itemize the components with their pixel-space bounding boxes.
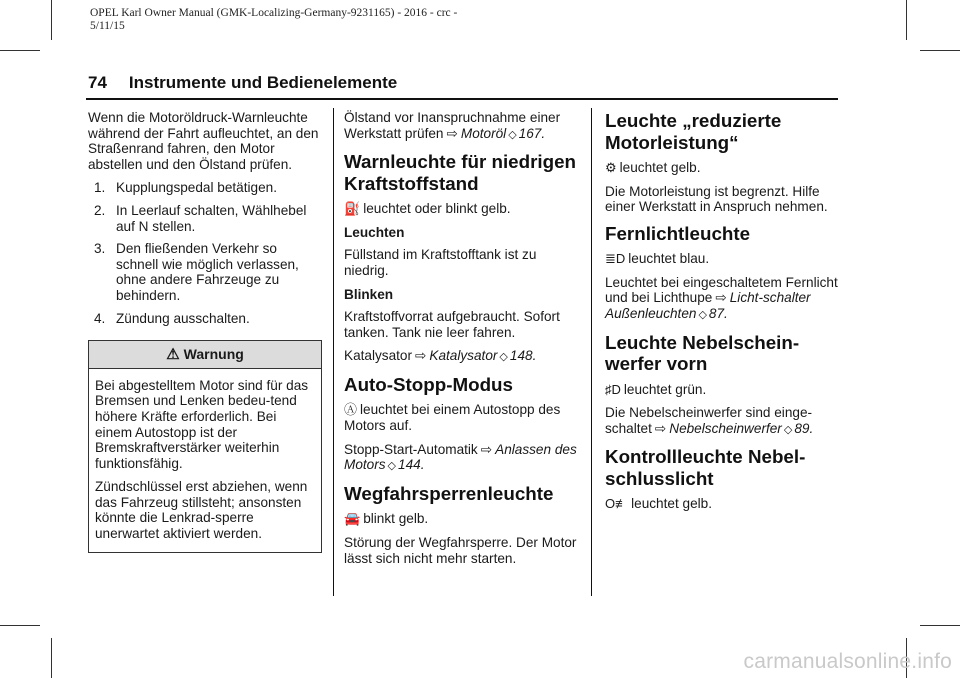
steps-list [88, 180, 322, 326]
list-item [88, 241, 322, 303]
step-text: In Leerlauf schalten, Wählhebel auf N stellen. [116, 202, 307, 234]
step-number: 4. [94, 310, 106, 326]
page-reference[interactable]: 167 [518, 125, 542, 141]
front-fog-light-icon: ♯D [605, 381, 621, 397]
reduced-power-heading: Leuchte „reduzierte Motorleistung“ [605, 110, 782, 153]
warning-icon: ⚠ [166, 346, 180, 364]
catalyst-reference: Katalysator ⇨ Katalysator ◇ 148. [344, 348, 537, 364]
reduced-power-text: Die Motorleistung ist begrenzt. Hilfe einer Werkstatt in Anspruch nehmen. [605, 183, 828, 215]
front-fog-heading: Leuchte Nebelschein-werfer vorn [605, 331, 800, 375]
front-fog-text: Die Nebelscheinwerfer sind einge-schaltet [605, 405, 813, 436]
page-heading [88, 73, 397, 93]
arrow-icon: ⇨ [480, 441, 493, 457]
heading-rule [86, 98, 838, 100]
cross-reference-link[interactable]: Licht-schalter Außenleuchten [605, 290, 811, 322]
reduced-power-indicator-text: leuchtet gelb. [619, 160, 701, 175]
cross-reference-link[interactable]: Katalysator [429, 348, 498, 364]
page-marker-icon: ◇ [387, 460, 397, 473]
front-fog-indicator-line [605, 382, 841, 398]
step-number: 3. [94, 241, 106, 257]
oil-check-text: Ölstand vor Inanspruchnahme einer Werkstatt prüfen ⇨ Motoröl ◇ 167. [344, 110, 561, 141]
list-item [88, 180, 322, 196]
page-marker-icon: ◇ [508, 128, 517, 141]
oil-pressure-intro: Wenn die Motoröldruck-Warnleuchte während der Fahrt aufleuchtet, an den Straßenrand fahren, den Motor abstellen und den Ölstand prüfen. [88, 110, 319, 172]
immobilizer-heading: Wegfahrsperrenleuchte [344, 482, 554, 504]
print-header-line2: 5/11/15 [90, 20, 125, 32]
print-header-line1: OPEL Karl Owner Manual (GMK-Localizing-Germany-9231165) - 2016 - crc - [90, 7, 458, 19]
page-reference[interactable]: 87 [708, 306, 725, 322]
page-reference[interactable]: 144 [398, 457, 421, 473]
reduced-power-indicator-line [605, 160, 841, 176]
immobilizer-indicator-line [344, 511, 580, 527]
oil-check-body: Ölstand vor Inanspruchnahme einer Werkstatt prüfen [344, 110, 561, 141]
page-title: Instrumente und Bedienelemente [128, 73, 398, 92]
print-header [90, 7, 510, 33]
crop-mark [0, 625, 40, 626]
arrow-icon: ⇨ [715, 290, 727, 306]
column-1 [88, 110, 322, 553]
column-separator [333, 108, 334, 596]
fuel-warning-heading: Warnleuchte für niedrigen Kraftstoffstand [344, 151, 577, 194]
fuel-indicator-line [344, 201, 580, 217]
step-text: Kupplungspedal betätigen. [116, 180, 277, 196]
crop-mark [51, 638, 52, 678]
fuel-lit-text: Füllstand im Kraftstofftank ist zu niedrig. [344, 247, 537, 278]
high-beam-indicator-text: leuchtet blau. [628, 251, 710, 267]
page-marker-icon: ◇ [698, 309, 707, 322]
page-number: 74 [88, 73, 107, 92]
crop-mark [920, 50, 960, 51]
autostop-text: leuchtet bei einem Autostopp des Motors auf. [344, 402, 561, 434]
arrow-icon: ⇨ [446, 125, 458, 141]
column-3 [605, 110, 841, 520]
page-marker-icon: ◇ [783, 423, 793, 436]
immobilizer-indicator-text: blinkt gelb. [363, 511, 429, 527]
page-reference[interactable]: 148 [509, 348, 533, 364]
list-item [88, 203, 322, 234]
cross-reference-link[interactable]: Anlassen des Motors [344, 441, 577, 473]
fuel-blink-label: Blinken [344, 286, 394, 302]
column-separator [591, 108, 592, 596]
arrow-icon: ⇨ [654, 420, 667, 436]
high-beam-reference: Leuchtet bei eingeschaltetem Fernlicht und bei Lichthupe ⇨ Licht-schalter Außenleuchten ◇ 87. [605, 274, 838, 322]
watermark: carmanualsonline.info [743, 650, 952, 673]
autostop-reference: Stopp-Start-Automatik ⇨ Anlassen des Motors ◇ 144. [344, 441, 577, 473]
step-number: 2. [94, 202, 106, 218]
cross-reference-link[interactable]: Motoröl [460, 125, 507, 141]
step-text: Den fließenden Verkehr so schnell wie möglich verlassen, ohne andere Fahrzeuge zu behindern. [116, 241, 299, 303]
autostop-ref-text: Stopp-Start-Automatik [344, 441, 478, 457]
high-beam-text: Leuchtet bei eingeschaltetem Fernlicht und bei Lichthupe [605, 274, 838, 306]
warning-body [89, 369, 321, 552]
list-item [88, 311, 322, 327]
fuel-pump-icon: ⛽ [344, 201, 361, 217]
rear-fog-indicator-text: leuchtet gelb. [631, 496, 712, 512]
crop-mark [920, 625, 960, 626]
crop-mark [0, 50, 40, 51]
high-beam-heading: Fernlichtleuchte [605, 222, 751, 244]
warning-paragraph: Zündschlüssel erst abziehen, wenn das Fahrzeug stillsteht; ansonsten könnte die Lenkrad-sperre unerwartet aktiviert werden. [95, 479, 308, 542]
warning-paragraph: Bei abgestelltem Motor sind für das Bremsen und Lenken bedeu-tend höhere Kräfte erforderlich. Bei einem Autostopp ist der Bremskraftverstärker weiterhin funktionsfähig. [95, 377, 309, 471]
catalyst-text: Katalysator [344, 348, 413, 364]
high-beam-icon: ≣D [605, 251, 626, 267]
autostop-a-icon: Ⓐ [344, 402, 358, 418]
immobilizer-text: Störung der Wegfahrsperre. Der Motor lässt sich nicht mehr starten. [344, 534, 577, 566]
warning-title-text: Warnung [183, 346, 244, 363]
front-fog-indicator-text: leuchtet grün. [623, 381, 707, 397]
column-2 [344, 110, 580, 574]
rear-fog-heading: Kontrollleuchte Nebel-schlusslicht [605, 446, 806, 489]
page-marker-icon: ◇ [499, 351, 508, 364]
autostop-heading: Auto-Stopp-Modus [344, 373, 513, 395]
fuel-blink-text: Kraftstoffvorrat aufgebraucht. Sofort tanken. Tank nie leer fahren. [344, 309, 560, 340]
high-beam-indicator-line [605, 251, 841, 267]
warning-title [89, 341, 321, 369]
arrow-icon: ⇨ [415, 348, 427, 364]
autostop-indicator-line [344, 402, 580, 433]
page-reference[interactable]: 89 [794, 420, 810, 436]
rear-fog-light-icon: O≢ [605, 496, 629, 512]
warning-box [88, 340, 322, 553]
fuel-indicator-text: leuchtet oder blinkt gelb. [363, 201, 511, 217]
immobilizer-car-key-icon: 🚘 [344, 511, 361, 527]
rear-fog-indicator-line [605, 496, 841, 512]
step-text: Zündung ausschalten. [116, 310, 250, 326]
fuel-lit-label: Leuchten [344, 224, 405, 240]
crop-mark [906, 0, 907, 40]
step-number: 1. [94, 180, 106, 196]
cross-reference-link[interactable]: Nebelscheinwerfer [669, 420, 782, 436]
front-fog-reference: Die Nebelscheinwerfer sind einge-schaltet ⇨ Nebelscheinwerfer ◇ 89. [605, 405, 814, 436]
engine-power-icon: ⚙ [605, 160, 617, 175]
crop-mark [51, 0, 52, 40]
